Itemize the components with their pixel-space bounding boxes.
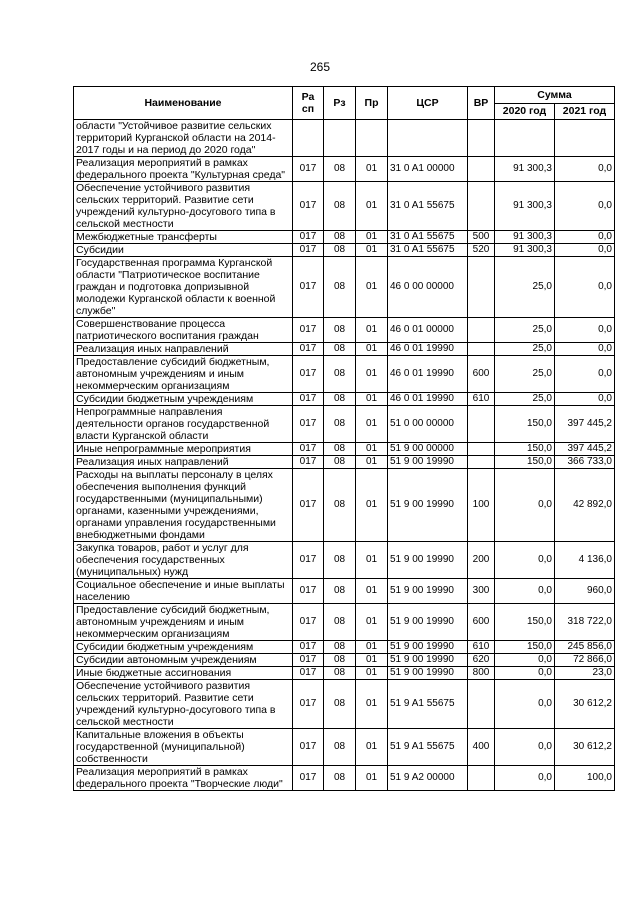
header-rasp: Ра сп [293, 87, 324, 120]
table-row [74, 244, 615, 257]
row-pr: 01 [356, 157, 388, 182]
row-name: Социальное обеспечение и иные выплаты населению [74, 579, 293, 604]
table-row [74, 356, 615, 393]
row-vr [468, 318, 495, 343]
row-rasp: 017 [293, 343, 324, 356]
row-name: Субсидии автономным учреждениям [74, 654, 293, 667]
row-sum-2020: 91 300,3 [495, 231, 555, 244]
table-row [74, 456, 615, 469]
row-vr: 600 [468, 356, 495, 393]
row-sum-2021: 23,0 [555, 667, 615, 680]
page-number: 265 [309, 60, 331, 74]
row-rz: 08 [324, 244, 356, 257]
row-vr: 300 [468, 579, 495, 604]
row-sum-2020 [495, 120, 555, 157]
row-sum-2020: 0,0 [495, 667, 555, 680]
row-sum-2021: 0,0 [555, 157, 615, 182]
table-row [74, 680, 615, 729]
row-vr [468, 120, 495, 157]
row-sum-2020: 25,0 [495, 343, 555, 356]
row-rz: 08 [324, 729, 356, 766]
row-name: Реализация мероприятий в рамках федерального проекта "Культурная среда" [74, 157, 293, 182]
row-sum-2020: 0,0 [495, 579, 555, 604]
row-pr: 01 [356, 542, 388, 579]
table-row [74, 393, 615, 406]
row-pr: 01 [356, 469, 388, 542]
row-sum-2020: 150,0 [495, 604, 555, 641]
header-vr: ВР [468, 87, 495, 120]
header-row [74, 87, 615, 104]
table-row [74, 654, 615, 667]
row-rz: 08 [324, 182, 356, 231]
row-csr: 46 0 01 19990 [388, 393, 468, 406]
row-name: Капитальные вложения в объекты государственной (муниципальной) собственности [74, 729, 293, 766]
row-rz: 08 [324, 231, 356, 244]
row-vr [468, 343, 495, 356]
row-pr: 01 [356, 456, 388, 469]
row-sum-2021: 0,0 [555, 231, 615, 244]
row-name: Межбюджетные трансферты [74, 231, 293, 244]
table-row [74, 343, 615, 356]
row-rz: 08 [324, 318, 356, 343]
row-csr: 51 9 00 19990 [388, 654, 468, 667]
row-sum-2021: 397 445,2 [555, 443, 615, 456]
row-sum-2021: 318 722,0 [555, 604, 615, 641]
row-name: Совершенствование процесса патриотического воспитания граждан [74, 318, 293, 343]
row-rasp: 017 [293, 157, 324, 182]
row-sum-2021: 0,0 [555, 257, 615, 318]
row-sum-2020: 25,0 [495, 318, 555, 343]
row-csr: 31 0 A1 55675 [388, 244, 468, 257]
row-rasp: 017 [293, 231, 324, 244]
row-name: Субсидии бюджетным учреждениям [74, 393, 293, 406]
row-pr: 01 [356, 356, 388, 393]
row-rz: 08 [324, 456, 356, 469]
row-sum-2020: 0,0 [495, 542, 555, 579]
row-sum-2021: 72 866,0 [555, 654, 615, 667]
row-rz: 08 [324, 469, 356, 542]
row-rz: 08 [324, 654, 356, 667]
row-name: Закупка товаров, работ и услуг для обеспечения государственных (муниципальных) нужд [74, 542, 293, 579]
row-vr: 610 [468, 641, 495, 654]
row-rasp: 017 [293, 766, 324, 791]
table-row [74, 604, 615, 641]
row-csr: 51 9 A1 55675 [388, 680, 468, 729]
row-name: Государственная программа Курганской области "Патриотическое воспитание граждан и подготовка допризывной молодежи Курганской области к военной службе" [74, 257, 293, 318]
row-rz: 08 [324, 356, 356, 393]
row-pr: 01 [356, 766, 388, 791]
row-sum-2020: 150,0 [495, 406, 555, 443]
row-name: области "Устойчивое развитие сельских территорий Курганской области на 2014-2017 годы и на период до 2020 года" [74, 120, 293, 157]
header-rz: Рз [324, 87, 356, 120]
row-csr: 51 9 00 19990 [388, 604, 468, 641]
row-rasp: 017 [293, 318, 324, 343]
row-vr: 610 [468, 393, 495, 406]
row-sum-2021: 0,0 [555, 343, 615, 356]
row-sum-2020: 0,0 [495, 654, 555, 667]
row-sum-2021: 960,0 [555, 579, 615, 604]
row-csr: 31 0 A1 55675 [388, 182, 468, 231]
row-pr [356, 120, 388, 157]
row-sum-2020: 0,0 [495, 766, 555, 791]
row-sum-2021: 0,0 [555, 393, 615, 406]
row-rasp: 017 [293, 456, 324, 469]
table-row [74, 157, 615, 182]
row-name: Иные непрограммные мероприятия [74, 443, 293, 456]
row-rasp: 017 [293, 542, 324, 579]
row-csr: 46 0 01 00000 [388, 318, 468, 343]
row-pr: 01 [356, 729, 388, 766]
row-vr [468, 257, 495, 318]
row-sum-2021: 0,0 [555, 356, 615, 393]
row-csr: 51 0 00 00000 [388, 406, 468, 443]
row-rz: 08 [324, 680, 356, 729]
row-vr: 500 [468, 231, 495, 244]
row-rz: 08 [324, 257, 356, 318]
header-pr: Пр [356, 87, 388, 120]
table-row [74, 443, 615, 456]
row-pr: 01 [356, 443, 388, 456]
row-sum-2020: 91 300,3 [495, 244, 555, 257]
row-sum-2020: 91 300,3 [495, 157, 555, 182]
row-vr: 800 [468, 667, 495, 680]
row-sum-2020: 150,0 [495, 443, 555, 456]
table-row [74, 766, 615, 791]
header-year-2020: 2020 год [495, 103, 555, 120]
row-rz: 08 [324, 667, 356, 680]
row-csr: 51 9 00 00000 [388, 443, 468, 456]
table-row [74, 641, 615, 654]
row-rz: 08 [324, 766, 356, 791]
row-csr: 31 0 A1 55675 [388, 231, 468, 244]
row-rz: 08 [324, 343, 356, 356]
row-sum-2021: 397 445,2 [555, 406, 615, 443]
row-pr: 01 [356, 182, 388, 231]
row-vr: 600 [468, 604, 495, 641]
row-name: Реализация мероприятий в рамках федерального проекта "Творческие люди" [74, 766, 293, 791]
table-row [74, 257, 615, 318]
table-row [74, 667, 615, 680]
row-vr: 620 [468, 654, 495, 667]
row-csr: 51 9 00 19990 [388, 579, 468, 604]
row-name: Предоставление субсидий бюджетным, автономным учреждениям и иным некоммерческим организациям [74, 604, 293, 641]
row-sum-2021: 4 136,0 [555, 542, 615, 579]
row-rasp: 017 [293, 680, 324, 729]
row-sum-2020: 0,0 [495, 729, 555, 766]
row-sum-2021: 0,0 [555, 318, 615, 343]
row-rz: 08 [324, 641, 356, 654]
row-pr: 01 [356, 604, 388, 641]
row-rasp: 017 [293, 244, 324, 257]
row-pr: 01 [356, 318, 388, 343]
row-rasp: 017 [293, 257, 324, 318]
row-rasp: 017 [293, 579, 324, 604]
row-sum-2021: 0,0 [555, 182, 615, 231]
row-sum-2021: 366 733,0 [555, 456, 615, 469]
row-rasp: 017 [293, 356, 324, 393]
row-rz: 08 [324, 604, 356, 641]
header-name: Наименование [74, 87, 293, 120]
row-pr: 01 [356, 393, 388, 406]
row-rasp: 017 [293, 729, 324, 766]
table-body [74, 120, 615, 791]
row-vr [468, 182, 495, 231]
row-sum-2020: 25,0 [495, 257, 555, 318]
row-name: Иные бюджетные ассигнования [74, 667, 293, 680]
row-pr: 01 [356, 257, 388, 318]
row-csr: 46 0 01 19990 [388, 356, 468, 393]
row-vr: 100 [468, 469, 495, 542]
row-sum-2020: 25,0 [495, 393, 555, 406]
row-csr: 51 9 00 19990 [388, 641, 468, 654]
row-sum-2020: 91 300,3 [495, 182, 555, 231]
row-sum-2021 [555, 120, 615, 157]
row-pr: 01 [356, 406, 388, 443]
row-csr: 51 9 00 19990 [388, 667, 468, 680]
table-row [74, 406, 615, 443]
row-sum-2020: 150,0 [495, 456, 555, 469]
row-rz [324, 120, 356, 157]
row-pr: 01 [356, 641, 388, 654]
row-pr: 01 [356, 680, 388, 729]
row-rz: 08 [324, 406, 356, 443]
row-rz: 08 [324, 542, 356, 579]
row-pr: 01 [356, 654, 388, 667]
row-vr [468, 157, 495, 182]
row-csr: 31 0 A1 00000 [388, 157, 468, 182]
row-name: Субсидии [74, 244, 293, 257]
row-name: Обеспечение устойчивого развития сельских территорий. Развитие сети учреждений культурно-досугового типа в сельской местности [74, 182, 293, 231]
row-sum-2020: 150,0 [495, 641, 555, 654]
row-vr: 200 [468, 542, 495, 579]
table-row [74, 231, 615, 244]
table-row [74, 579, 615, 604]
row-name: Реализация иных направлений [74, 456, 293, 469]
row-vr: 520 [468, 244, 495, 257]
row-rz: 08 [324, 443, 356, 456]
row-rasp: 017 [293, 641, 324, 654]
row-name: Непрограммные направления деятельности органов государственной власти Курганской области [74, 406, 293, 443]
row-vr: 400 [468, 729, 495, 766]
row-csr: 46 0 00 00000 [388, 257, 468, 318]
row-pr: 01 [356, 231, 388, 244]
row-sum-2020: 0,0 [495, 680, 555, 729]
budget-table [73, 86, 615, 791]
row-pr: 01 [356, 343, 388, 356]
row-rz: 08 [324, 157, 356, 182]
header-sum: Сумма [495, 87, 615, 104]
row-csr [388, 120, 468, 157]
table-row [74, 469, 615, 542]
row-vr [468, 766, 495, 791]
row-pr: 01 [356, 244, 388, 257]
row-name: Субсидии бюджетным учреждениям [74, 641, 293, 654]
header-year-2021: 2021 год [555, 103, 615, 120]
row-sum-2020: 0,0 [495, 469, 555, 542]
row-csr: 51 9 A1 55675 [388, 729, 468, 766]
row-csr: 51 9 00 19990 [388, 469, 468, 542]
row-vr [468, 443, 495, 456]
row-name: Обеспечение устойчивого развития сельских территорий. Развитие сети учреждений культурно-досугового типа в сельской местности [74, 680, 293, 729]
row-name: Реализация иных направлений [74, 343, 293, 356]
row-name: Предоставление субсидий бюджетным, автономным учреждениям и иным некоммерческим организациям [74, 356, 293, 393]
row-sum-2021: 42 892,0 [555, 469, 615, 542]
table-row [74, 542, 615, 579]
table-row [74, 120, 615, 157]
row-rasp: 017 [293, 393, 324, 406]
row-rasp [293, 120, 324, 157]
row-rz: 08 [324, 579, 356, 604]
table-row [74, 318, 615, 343]
row-rasp: 017 [293, 406, 324, 443]
row-rz: 08 [324, 393, 356, 406]
row-sum-2021: 0,0 [555, 244, 615, 257]
row-rasp: 017 [293, 667, 324, 680]
row-csr: 51 9 A2 00000 [388, 766, 468, 791]
row-rasp: 017 [293, 182, 324, 231]
header-csr: ЦСР [388, 87, 468, 120]
row-sum-2021: 30 612,2 [555, 729, 615, 766]
row-sum-2021: 30 612,2 [555, 680, 615, 729]
row-rasp: 017 [293, 654, 324, 667]
row-vr [468, 406, 495, 443]
row-pr: 01 [356, 579, 388, 604]
row-rasp: 017 [293, 443, 324, 456]
row-rasp: 017 [293, 469, 324, 542]
row-vr [468, 456, 495, 469]
row-csr: 51 9 00 19990 [388, 456, 468, 469]
table-row [74, 729, 615, 766]
row-sum-2020: 25,0 [495, 356, 555, 393]
row-sum-2021: 245 856,0 [555, 641, 615, 654]
row-csr: 46 0 01 19990 [388, 343, 468, 356]
row-vr [468, 680, 495, 729]
row-sum-2021: 100,0 [555, 766, 615, 791]
row-csr: 51 9 00 19990 [388, 542, 468, 579]
row-pr: 01 [356, 667, 388, 680]
row-rasp: 017 [293, 604, 324, 641]
table-row [74, 182, 615, 231]
row-name: Расходы на выплаты персоналу в целях обеспечения выполнения функций государственными (муниципальными) органами, казенными учреждениями, органами управления государственными внебюджетными фондами [74, 469, 293, 542]
